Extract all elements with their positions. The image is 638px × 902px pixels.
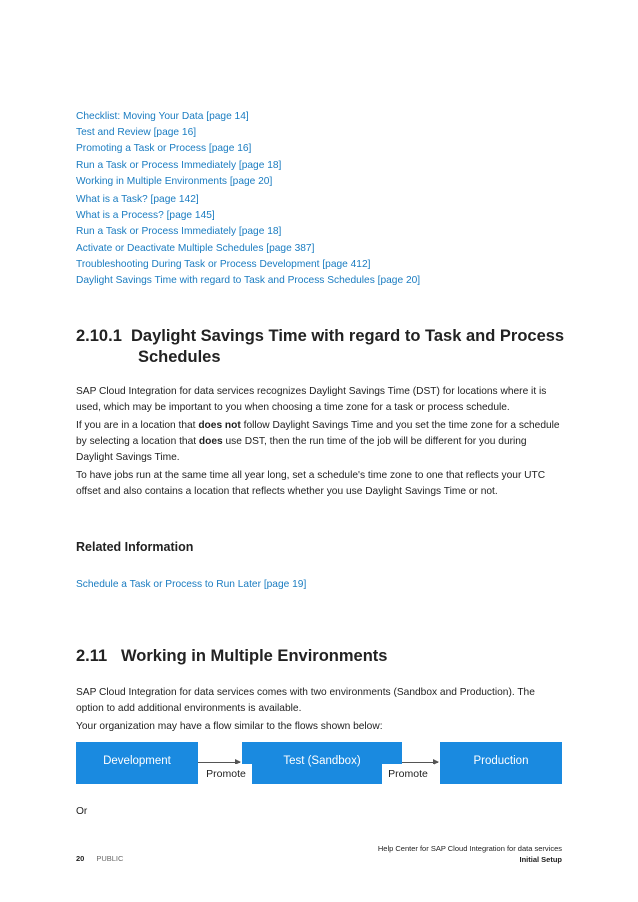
link-run-task-immediately-2[interactable]: Run a Task or Process Immediately [page 18] — [76, 226, 282, 238]
flow-arrow-right-icon — [198, 762, 240, 763]
section-number: 2.10.1 — [76, 327, 122, 345]
link-what-is-task[interactable]: What is a Task? [page 142] — [76, 194, 199, 206]
paragraph-dst-location — [76, 418, 564, 466]
paragraph-flow-intro: Your organization may have a flow similar to the flows shown below: — [76, 721, 383, 732]
bold-does-not: does not — [198, 420, 241, 431]
link-test-and-review[interactable]: Test and Review [page 16] — [76, 127, 197, 139]
related-information-heading: Related Information — [76, 540, 194, 554]
paragraph-or: Or — [76, 806, 88, 817]
flow-arrow-right-icon — [402, 762, 438, 763]
link-activate-schedules[interactable]: Activate or Deactivate Multiple Schedules [page 387] — [76, 242, 315, 254]
environment-flow-diagram — [76, 742, 562, 784]
paragraph-utc-offset: To have jobs run at the same time all year long, set a schedule's time zone to one that reflects your UTC offset and also contains a location that reflects whether you use Daylight Savings Time or not. — [76, 470, 546, 497]
footer-document-info — [378, 843, 562, 865]
paragraph-dst-intro: SAP Cloud Integration for data services recognizes Daylight Savings Time (DST) for locations where it is used, which may be important to you when choosing a time zone for a task or process schedule. — [76, 386, 547, 413]
link-promoting-task[interactable]: Promoting a Task or Process [page 16] — [76, 143, 252, 155]
flow-box-production: Production — [440, 742, 562, 784]
link-troubleshooting[interactable]: Troubleshooting During Task or Process Development [page 412] — [76, 258, 371, 270]
footer-page-number: 20 — [76, 854, 85, 863]
section-heading-2-11 — [76, 646, 387, 667]
bold-does: does — [198, 436, 223, 447]
paragraph-environments: SAP Cloud Integration for data services comes with two environments (Sandbox and Production). The option to add additional environments is available. — [76, 687, 535, 714]
text-run: follow Daylight Savings Time and you set the time zone for a schedule by selecting a location that — [76, 420, 560, 447]
link-what-is-process[interactable]: What is a Process? [page 145] — [76, 210, 215, 222]
footer-public-label: PUBLIC — [96, 854, 124, 863]
text-run: If you are in a location that — [76, 420, 199, 431]
footer-chapter: Initial Setup — [519, 855, 562, 864]
footer-doc-title: Help Center for SAP Cloud Integration for data services — [377, 844, 562, 853]
flow-box-test-sandbox: Test (Sandbox) — [242, 742, 402, 784]
flow-box-development: Development — [76, 742, 198, 784]
section-number: 2.11 — [76, 647, 108, 665]
link-schedule-task-later[interactable]: Schedule a Task or Process to Run Later [page 19] — [76, 579, 307, 590]
section-title-line2: Schedules — [138, 348, 221, 366]
flow-label-promote: Promote — [382, 764, 434, 784]
link-daylight-savings[interactable]: Daylight Savings Time with regard to Task and Process Schedules [page 20] — [76, 275, 421, 287]
section-title: Working in Multiple Environments — [121, 647, 388, 665]
related-links-group-2 — [76, 192, 576, 289]
section-title-line1: Daylight Savings Time with regard to Task and Process — [131, 327, 565, 345]
footer-page-info — [76, 854, 123, 863]
text-run: use DST, then the run time of the job will be different for you during Daylight Savings Time. — [76, 436, 527, 463]
link-checklist-moving-data[interactable]: Checklist: Moving Your Data [page 14] — [76, 111, 249, 122]
link-run-task-immediately[interactable]: Run a Task or Process Immediately [page 18] — [76, 159, 282, 171]
related-links-list — [76, 109, 576, 289]
section-heading-2-10-1 — [76, 326, 576, 368]
flow-label-promote: Promote — [200, 764, 252, 784]
link-working-multiple-envs[interactable]: Working in Multiple Environments [page 20] — [76, 175, 273, 187]
